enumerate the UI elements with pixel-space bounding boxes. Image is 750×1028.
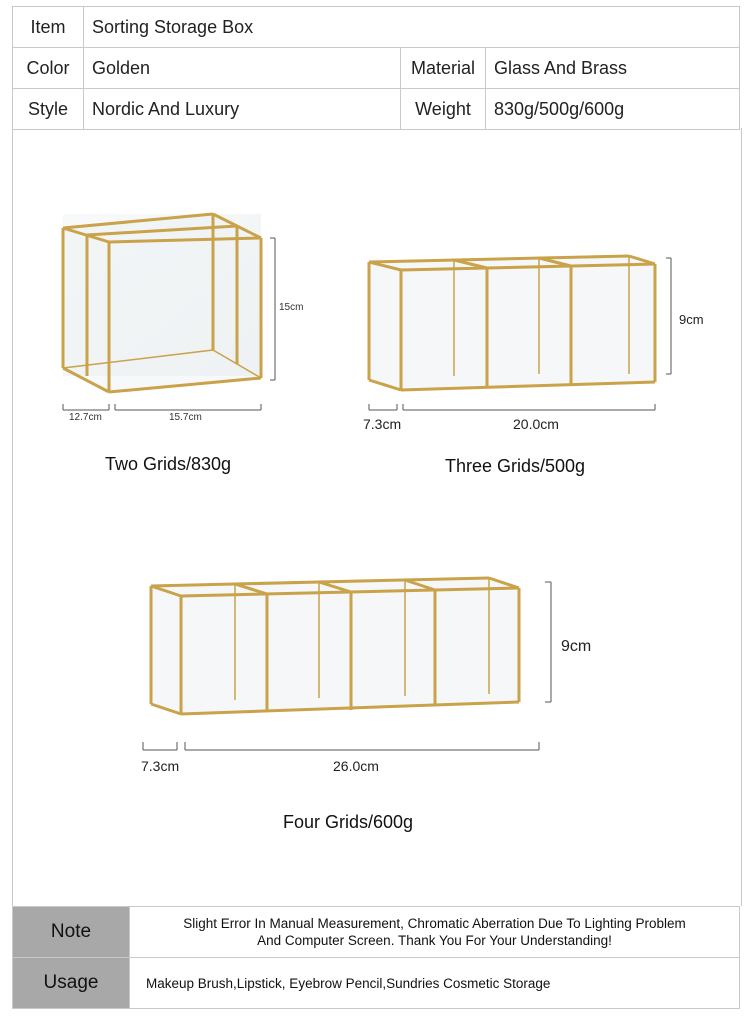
material-value: Glass And Brass [486, 48, 740, 89]
weight-value: 830g/500g/600g [486, 89, 740, 130]
four-grid-height-label: 9cm [561, 638, 592, 655]
material-label: Material [401, 48, 486, 89]
style-value: Nordic And Luxury [84, 89, 401, 130]
usage-value: Makeup Brush,Lipstick, Eyebrow Pencil,Sundries Cosmetic Storage [130, 958, 740, 1009]
two-grid-depth-label: 12.7cm [69, 412, 102, 423]
note-label: Note [13, 907, 130, 958]
weight-label: Weight [401, 89, 486, 130]
four-grid-box [151, 578, 519, 714]
two-grid-height-label: 15cm [279, 302, 304, 313]
product-illustrations [13, 128, 741, 906]
four-grid-depth-label: 7.3cm [141, 758, 180, 774]
note-line-1: Slight Error In Manual Measurement, Chromatic Aberration Due To Lighting Problem [183, 916, 686, 931]
two-grid-width-label: 15.7cm [169, 412, 202, 423]
three-grid-depth-label: 7.3cm [363, 416, 402, 432]
three-grid-box [369, 256, 655, 390]
style-label: Style [13, 89, 84, 130]
product-gallery [12, 128, 742, 906]
two-grid-box [63, 214, 261, 392]
usage-label: Usage [13, 958, 130, 1009]
four-grid-caption: Four Grids/600g [283, 812, 414, 832]
three-grid-width-label: 20.0cm [513, 416, 559, 432]
note-text [130, 907, 740, 958]
three-grid-caption: Three Grids/500g [445, 456, 586, 476]
usage-row [13, 958, 740, 1009]
color-value: Golden [84, 48, 401, 89]
two-grid-caption: Two Grids/830g [105, 454, 232, 474]
four-grid-width-label: 26.0cm [333, 758, 379, 774]
spec-row-style [13, 89, 740, 130]
spec-row-color [13, 48, 740, 89]
three-grid-height-label: 9cm [679, 312, 704, 327]
note-row [13, 907, 740, 958]
spec-table [12, 6, 740, 130]
item-label: Item [13, 7, 84, 48]
note-line-2: And Computer Screen. Thank You For Your Understanding! [257, 933, 612, 948]
spec-row-item [13, 7, 740, 48]
notes-table [12, 906, 740, 1009]
item-value: Sorting Storage Box [84, 7, 740, 48]
color-label: Color [13, 48, 84, 89]
